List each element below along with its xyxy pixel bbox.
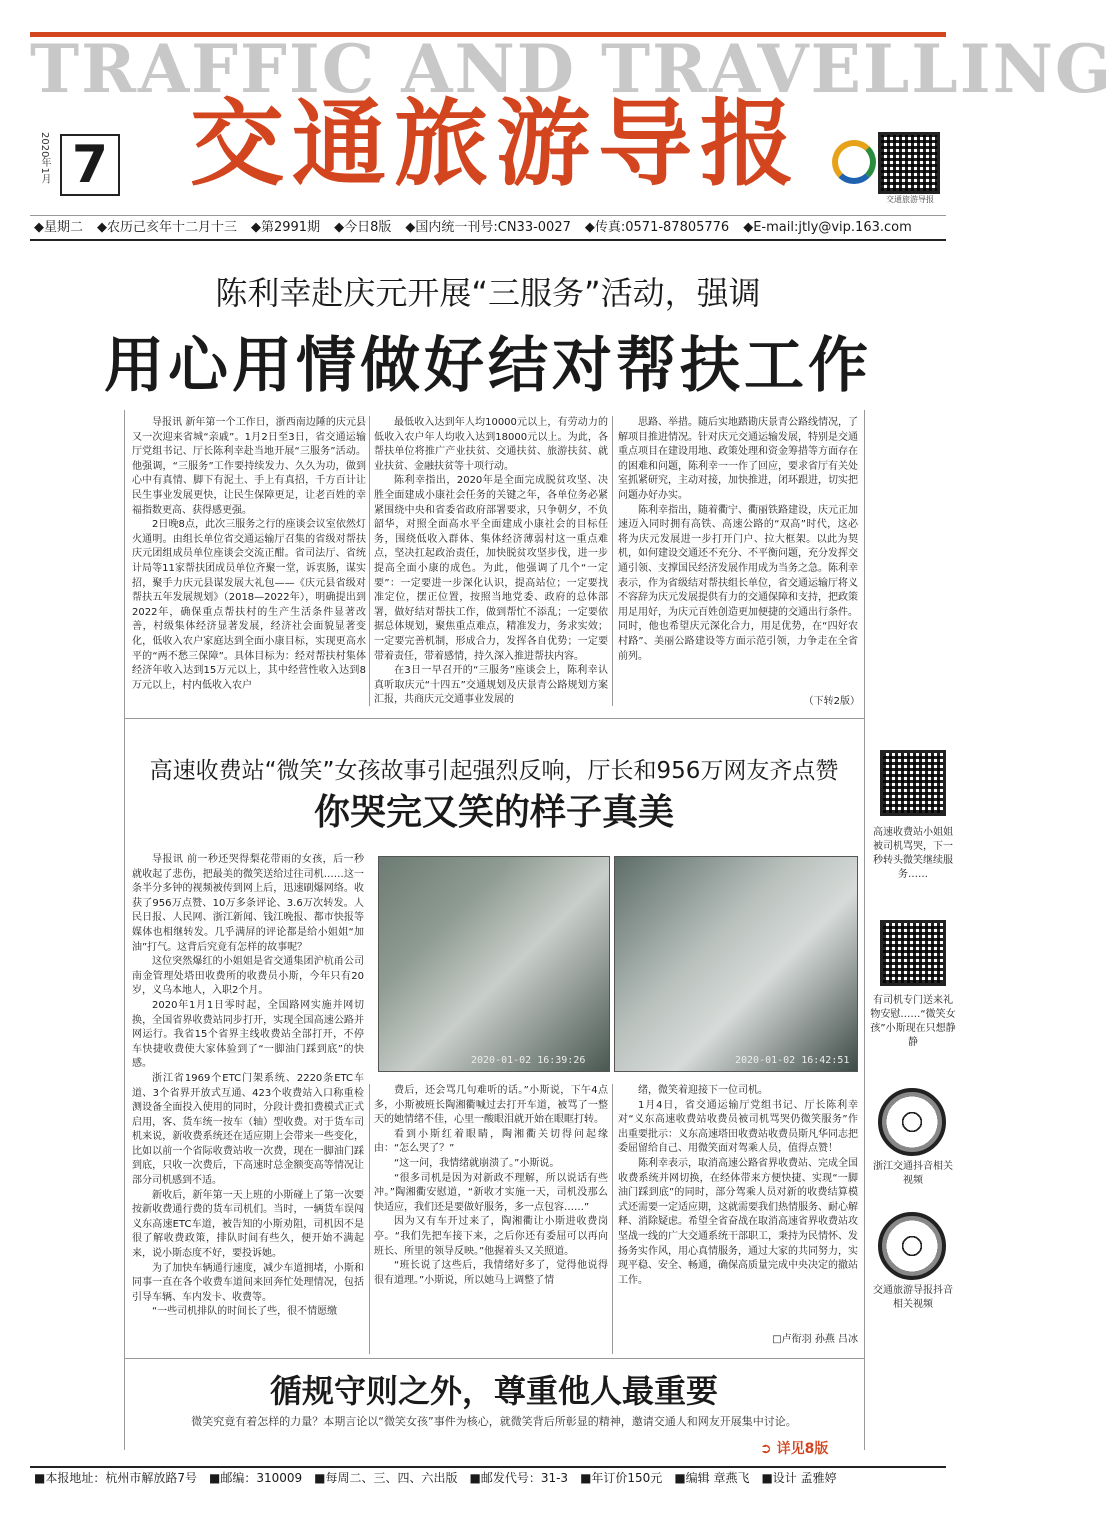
left-frame-line: [124, 410, 125, 1450]
footer-bar: [30, 1466, 946, 1488]
paragraph: 2020年1月1日零时起，全国路网实施并网切换，全国省界收费站同步打开，实现全国高速公路并网运行。我省15个省界主线收费站全部打开，不停车快捷收费使大家体验到了“一脚油门踩到底”的快感。: [132, 999, 364, 1070]
see-page-label: 详见8版: [776, 1441, 829, 1457]
info-item: ◆第2991期: [251, 220, 321, 235]
article2-kicker: 高速收费站“微笑”女孩故事引起强烈反响，厅长和956万网友齐点赞: [149, 758, 839, 784]
section-divider: [124, 718, 864, 719]
photo-timestamp: 2020-01-02 16:42:51: [735, 1055, 850, 1066]
sidebar-caption: 交通旅游导报抖音相关视频: [873, 1285, 953, 1310]
right-frame-line: [864, 410, 865, 1450]
paragraph: 为了加快车辆通行速度，减少车道拥堵，小斯和同事一直在各个收费车道间来回奔忙处理情况，包括引导车辆、车内发卡、收费等。: [132, 1262, 364, 1303]
paragraph: 在3日一早召开的“三服务”座谈会上，陈利幸认真听取庆元“十四五”交通规划及庆景青公路规划方案汇报，共商庆元交通事业发展的: [374, 665, 608, 706]
info-item: ◆农历己亥年十二月十三: [97, 220, 237, 235]
footer-item: ■年订价150元: [580, 1471, 663, 1485]
article2-byline: □卢衔羽 孙燕 吕冰: [772, 1334, 858, 1345]
paragraph: “很多司机是因为对新政不理解，所以说话有些冲。”陶湘衢安慰道，“新收才实施一天，司机没那么快适应，我们还是要做好服务，多一点包容……”: [374, 1172, 608, 1213]
paragraph: 新收后，新年第一天上班的小斯碰上了第一次要按新收费通行费的货车司机们。当时，一辆货车误闯义东高速ETC车道，被告知的小斯劝阻，司机因不是很了解收费政策，排队时间有些久，便开始不满起来，说小斯态度不好，要投诉她。: [132, 1189, 364, 1260]
paragraph: “这一问，我情绪就崩溃了。”小斯说。: [394, 1157, 560, 1169]
paragraph: 因为又有车开过来了，陶湘衢让小斯进收费岗亭。“我们先把车接下来，之后你还有委屈可以再向班长、所里的领导反映。”他握着头又关照道。: [374, 1216, 608, 1257]
sidebar-qr-code-icon[interactable]: [880, 920, 946, 986]
paragraph: 这位突然爆红的小姐姐是省交通集团沪杭甬公司南金管理处塔田收费所的收费员小斯，今年只有20岁，义乌本地人，入职2个月。: [132, 956, 364, 997]
article2-column-3: [618, 1084, 858, 1314]
footer-item: ■本报地址：杭州市解放路7号: [34, 1471, 197, 1485]
section-divider: [124, 1358, 864, 1359]
info-item: ◆传真:0571-87805776: [584, 220, 730, 235]
sidebar-caption: 高速收费站小姐姐被司机骂哭，下一秒转头微笑继续服务……: [873, 827, 953, 880]
masthead-chinese-title: 交通旅游导报: [190, 90, 803, 199]
info-item: ◆今日8版: [334, 220, 392, 235]
photo-timestamp: 2020-01-02 16:39:26: [471, 1055, 586, 1066]
article2-column-2: [374, 1084, 608, 1354]
footer-item: ■邮编：310009: [208, 1471, 303, 1485]
paragraph: 浙江省1969个ETC门架系统、2220条ETC车道、3个省界开放式互通、423个收费站入口称重检测设备全面投入使用的同时，分段计费扣费模式正式启用，客、货车统一按车（轴）型收费。对于货车司机来说，新收费系统还在适应期上会带来一些变化，比如以前一个省际收费站收一次费，现在一脚油门踩到底，只收一次费后，下高速时总金额变高等情况让部分司机感到不适。: [132, 1072, 364, 1187]
article1-kicker: 陈利幸赴庆元开展“三服务”活动，强调: [215, 274, 761, 312]
newspaper-logo-icon: [832, 140, 876, 184]
sidebar-caption: 浙江交通抖音相关视频: [873, 1161, 953, 1186]
footer-item: ■编辑 章燕飞: [674, 1471, 750, 1485]
paragraph: 费后，还会骂几句难听的话。”小斯说，下午4点多，小斯被班长陶湘衢喊过去打开车道，被骂了一整天的她情绪不佳，心里一酸眼泪就开始在眼眶打转。: [374, 1085, 608, 1126]
article2-column-1: [132, 853, 364, 1371]
masthead-english-title: TRAFFIC AND TRAVELLING: [30, 30, 1113, 108]
masthead-qr-code-icon[interactable]: [878, 132, 940, 194]
see-page-link[interactable]: [760, 1438, 856, 1460]
paragraph: 陈利幸表示，取消高速公路省界收费站、完成全国收费系统并网切换，在经体带来方便快捷、实现“一脚油门踩到底”的同时，部分驾乘人员对新的收费结算模式还需要一定适应期，这就需要我们热情服务、耐心解释、消除疑虑。希望全省奋战在取消高速省界收费站攻坚战一线的广大交通系统干部职工，秉持为民情怀、发扬务实作风，用心真情服务，通过大家的共同努力，实现平稳、安全、畅通，确保高质量完成中央决定的撤站工作。: [618, 1157, 858, 1286]
paragraph: 思路、举措。随后实地踏勘庆景青公路线情况，了解项目推进情况。针对庆元交通运输发展，特别是交通重点项目在建设用地、政策处理和资金筹措等方面存在的困难和问题，陈利幸一一作了回应，要求省厅有关处室抓紧研究，主动对接，加快推进，闭环跟进，切实把问题办好办实。: [618, 417, 858, 501]
article1-column-3: [618, 416, 858, 686]
article1-column-2: [374, 416, 608, 706]
footer-item: ■每周二、三、四、六出版: [314, 1471, 458, 1485]
douyin-code-icon[interactable]: [878, 1088, 946, 1156]
paragraph: 1月4日，省交通运输厅党组书记、厅长陈利幸对“义东高速收费站收费员被司机骂哭仍微笑服务”作出重要批示：义东高速塔田收费站收费员斯凡华同志把委屈留给自己、用微笑面对驾乘人员，值得点赞！: [618, 1099, 858, 1155]
info-item: ◆E-mail:jtly@vip.163.com: [743, 220, 912, 235]
article1-headline: 用心用情做好结对帮扶工作: [104, 331, 872, 401]
article3-lead: 微笑究竟有着怎样的力量？本期言论以“微笑女孩”事件为核心，就微笑背后所彰显的精神，邀请交通人和网友开展集中讨论。: [191, 1415, 797, 1428]
paragraph: “一些司机排队的时间长了些，很不情愿缴: [152, 1306, 338, 1318]
paragraph: 最低收入达到年人均10000元以上，有劳动力的低收入农户年人均收入达到18000元以上。为此，各帮扶单位将推广产业扶贫、交通扶贫、旅游扶贫、就业扶贫、金融扶贫等十项行动。: [374, 417, 608, 472]
paragraph: “班长说了这些后，我情绪好多了，觉得他说得很有道理。”小斯说，所以她马上调整了情: [374, 1260, 608, 1286]
sidebar-qr-code-icon[interactable]: [880, 750, 946, 816]
page-number: 7: [60, 134, 120, 196]
qr-caption: 交通旅游导报: [886, 195, 934, 204]
toll-booth-photo-crying: [378, 856, 610, 1072]
footer-item: ■设计 孟雅婷: [761, 1471, 837, 1485]
column-divider: [369, 416, 370, 706]
footer-item: ■邮发代号：31-3: [469, 1471, 569, 1485]
column-divider: [612, 1084, 613, 1354]
article3-headline: 循规守则之外，尊重他人最重要: [269, 1372, 718, 1410]
info-item: ◆国内统一刊号:CN33-0027: [405, 220, 571, 235]
paragraph: 陈利幸指出，2020年是全面完成脱贫攻坚、决胜全面建成小康社会任务的关键之年，各单位务必紧紧围绕中央和省委省政府部署要求，只争朝夕，不负韶华，对照全面高水平全面建成小康社会的目标任务，围绕低收入群体、集体经济薄弱村这一重点难点，坚决扛起政治责任，加快脱贫攻坚步伐，进一步提高全面小康的成色。为此，他强调了几个“一定要”：一定要进一步深化认识，提高站位；一定要找准定位，摆正位置，按照当地党委、政府的总体部署，做好结对帮扶工作，做到帮忙不添乱；一定要依据总体规划，聚焦重点难点，精准发力，务求实效；一定要完善机制，形成合力，发挥各自优势；一定要带着责任，带着感情，持久深入推进帮扶内容。: [374, 475, 608, 662]
paragraph: 导报讯 新年第一个工作日，浙西南边陲的庆元县又一次迎来省城“亲戚”。1月2日至3日，省交通运输厅党组书记、厅长陈利幸赴当地开展“三服务”活动。他强调，“三服务”工作要持续发力、久久为功，做到心中有真情、脚下有泥土、手上有真招，千方百计让民生事业发展更快，让民生保障更足，让老百姓的幸福指数更高、获得感更强。: [132, 417, 366, 516]
paragraph: 陈利幸指出，随着衢宁、衢丽铁路建设，庆元正加速迈入同时拥有高铁、高速公路的“双高”时代，这必将为庆元发展进一步打开门户、拉大框架。以此为契机，如何建设交通还不充分、不平衡问题，充分发挥交通引领、支撑国民经济发展作用成为当务之急。陈利幸表示，作为省级结对帮扶组长单位，省交通运输厅将义不容辞为庆元发展提供有力的交通保障和支持，把政策用足用好，为庆元百姓创造更加便捷的交通出行条件。同时，他也希望庆元深化合力，用足优势，在“四好农村路”、美丽公路建设等方面示范引领，力争走在全省前列。: [618, 504, 858, 662]
douyin-code-icon[interactable]: [878, 1212, 946, 1280]
continued-note: （下转2版）: [803, 696, 860, 707]
paragraph: 看到小斯红着眼睛，陶湘衢关切得问起缘由：“怎么哭了？”: [374, 1128, 608, 1155]
paragraph: 绪，微笑着迎接下一位司机。: [638, 1085, 768, 1096]
info-item: ◆星期二: [34, 220, 83, 235]
issue-date: 2020年1月: [39, 132, 50, 184]
article1-column-1: [132, 416, 366, 706]
arrow-right-icon: ➲: [760, 1441, 772, 1457]
paragraph: 导报讯 前一秒还哭得梨花带雨的女孩，后一秒就收起了悲伤，把最美的微笑送给过往司机……这一条半分多钟的视频被传到网上后，迅速刷爆网络。收获了956万点赞、10万多条评论、3.6万次转发。人民日报、人民网、浙江新闻、钱江晚报、都市快报等媒体也相继转发。几乎满屏的评论都是给小姐姐“加油”打气。这背后究竟有怎样的故事呢？: [132, 854, 364, 953]
article2-headline: 你哭完又笑的样子真美: [313, 792, 674, 833]
column-divider: [369, 1084, 370, 1354]
paragraph: 2日晚8点，此次三服务之行的座谈会议室依然灯火通明。由组长单位省交通运输厅召集的省级对帮扶庆元团组成员单位座谈会交流正酣。省司法厅、省统计局等11家帮扶团成员单位齐聚一堂，诉衷肠，谋实招，聚手力庆元县谋发展大礼包——《庆元县省级对帮扶五年发展规划》（2018—2022年），明确提出到2022年，确保重点帮扶村的生产生活条件显著改善，村级集体经济显著发展，经济社会面貌显著变化，低收入农户家庭达到全面小康目标，实现更高水平的“两不愁三保障”。具体目标为：经对帮扶村集体经济年收入达到15万元以上，其中经营性收入达到8万元以上，村内低收入农户: [132, 519, 366, 691]
sidebar-caption: 有司机专门送来礼物安慰……“微笑女孩”小斯现在只想静静: [870, 995, 956, 1048]
toll-booth-photo-smiling: [614, 856, 858, 1072]
issue-info-bar: [30, 215, 946, 241]
column-divider: [612, 416, 613, 706]
